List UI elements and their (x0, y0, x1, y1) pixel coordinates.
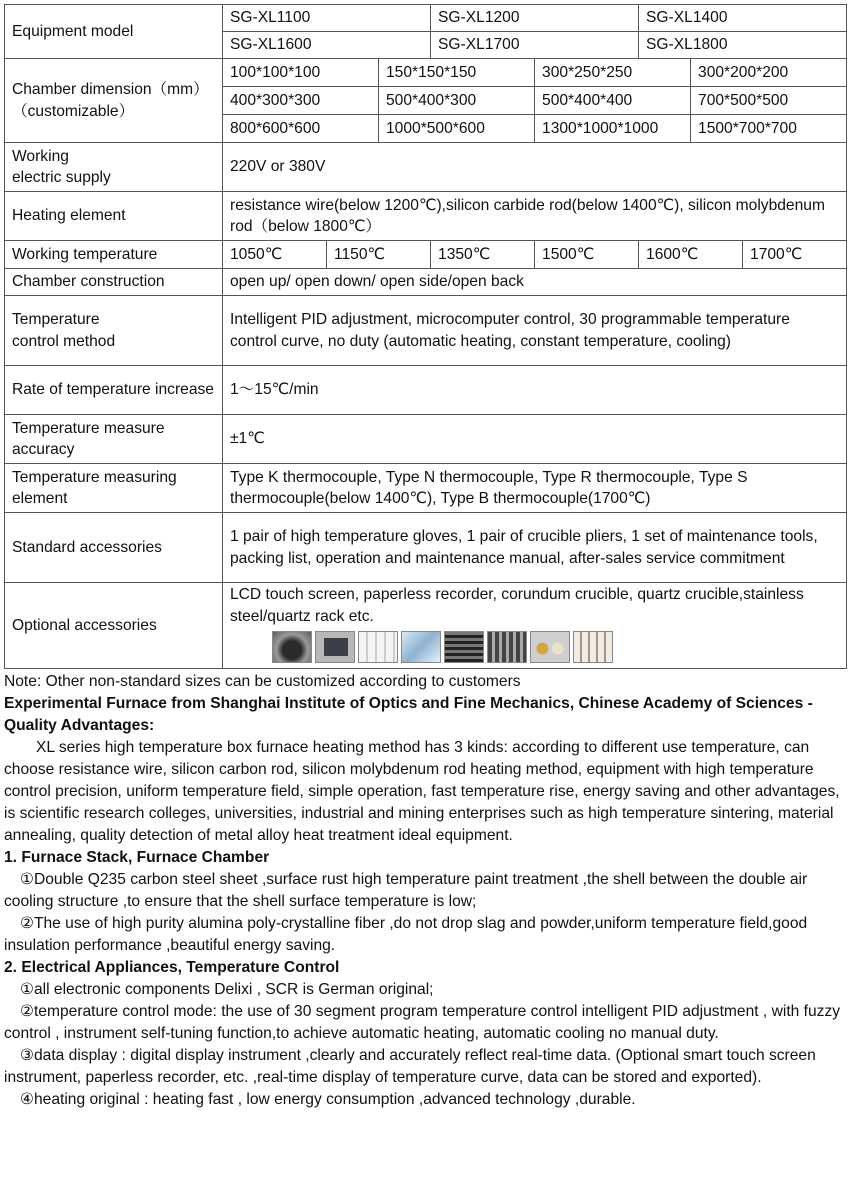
samples-photo (530, 631, 570, 663)
temp-control-method-value: Intelligent PID adjustment, microcomputer control, 30 programmable temperature control curve, no duty (automatic heating, constant temperature, cooling) (223, 296, 847, 366)
optional-accessories-label: Optional accessories (5, 583, 223, 669)
quality-heading: Experimental Furnace from Shanghai Institute of Optics and Fine Mechanics, Chinese Academy of Sciences - Quality Advantages: (4, 695, 813, 734)
temperature-cell: 1700℃ (743, 241, 847, 269)
section1-item: ①Double Q235 carbon steel sheet ,surface rust high temperature paint treatment ,the shell between the double air cooling structure ,to ensure that the shell surface temperature is low; (4, 871, 808, 910)
section1-item: ②The use of high purity alumina poly-crystalline fiber ,do not drop slag and powder,uniform temperature field,good insulation performance ,beautiful energy saving. (4, 915, 808, 954)
dimension-cell: 500*400*400 (535, 87, 691, 115)
quartz-photo (401, 631, 441, 663)
temperature-cell: 1350℃ (431, 241, 535, 269)
dimension-cell: 1000*500*600 (379, 115, 535, 143)
rack-photo (444, 631, 484, 663)
intro-paragraph: XL series high temperature box furnace heating method has 3 kinds: according to different use temperature, can choose resistance wire, silicon carbon rod, silicon molybdenum rod heating method, equipment with high temperature control precision, uniform temperature field, simple operation, fast temperature rise, energy saving and other advantages, is scientific research colleges, universities, industrial and mining enterprises such as high temperature sintering, material annealing, quality detection of metal alloy heat treatment ideal equipment. (4, 739, 840, 844)
dimension-cell: 400*300*300 (223, 87, 379, 115)
dimension-cell: 800*600*600 (223, 115, 379, 143)
optional-accessories-cell (223, 583, 847, 669)
description-section (4, 671, 846, 1111)
model-cell: SG-XL1600 (223, 32, 431, 59)
section2-item: ③data display : digital display instrument ,clearly and accurately reflect real-time data. (Optional smart touch screen instrument, paperless recorder, etc. ,real-time display of temperature curve, data can be stored and exported). (4, 1047, 816, 1086)
section2-item: ④heating original : heating fast , low energy consumption ,advanced technology ,durable. (20, 1091, 636, 1108)
measuring-element-value: Type K thermocouple, Type N thermocouple, Type R thermocouple, Type S thermocouple(below 1400℃), Type B thermocouple(1700℃) (223, 464, 847, 513)
section2-item: ①all electronic components Delixi , SCR is German original; (20, 981, 434, 998)
rate-of-increase-label: Rate of temperature increase (5, 366, 223, 415)
rate-of-increase-value: 1～15℃/min (223, 366, 847, 415)
heating-element-label: Heating element (5, 192, 223, 241)
chamber-construction-label: Chamber construction (5, 269, 223, 296)
spec-table (4, 4, 847, 669)
temperature-cell: 1150℃ (327, 241, 431, 269)
temp-control-method-label: Temperature control method (5, 296, 223, 366)
heating-element-value: resistance wire(below 1200℃),silicon carbide rod(below 1400℃), silicon molybdenum rod（below 1800℃） (223, 192, 847, 241)
electric-supply-value: 220V or 380V (223, 143, 847, 192)
dimension-cell: 300*250*250 (535, 59, 691, 87)
working-temperature-label: Working temperature (5, 241, 223, 269)
heater-photo (487, 631, 527, 663)
accessory-thumbnails (272, 631, 839, 663)
temperature-cell: 1050℃ (223, 241, 327, 269)
model-cell: SG-XL1400 (639, 5, 847, 32)
temperature-cell: 1600℃ (639, 241, 743, 269)
measuring-element-label: Temperature measuring element (5, 464, 223, 513)
dimension-cell: 100*100*100 (223, 59, 379, 87)
dimension-cell: 150*150*150 (379, 59, 535, 87)
tubes-photo (573, 631, 613, 663)
equipment-model-label: Equipment model (5, 5, 223, 59)
section2-title: 2. Electrical Appliances, Temperature Control (4, 959, 340, 976)
chamber-construction-value: open up/ open down/ open side/open back (223, 269, 847, 296)
dimension-cell: 700*500*500 (691, 87, 847, 115)
measure-accuracy-label: Temperature measure accuracy (5, 415, 223, 464)
model-cell: SG-XL1100 (223, 5, 431, 32)
crucible-photo (272, 631, 312, 663)
section1-title: 1. Furnace Stack, Furnace Chamber (4, 849, 270, 866)
model-cell: SG-XL1700 (431, 32, 639, 59)
dimension-cell: 1500*700*700 (691, 115, 847, 143)
dimension-cell: 300*200*200 (691, 59, 847, 87)
measure-accuracy-value: ±1℃ (223, 415, 847, 464)
model-cell: SG-XL1200 (431, 5, 639, 32)
temperature-cell: 1500℃ (535, 241, 639, 269)
optional-accessories-value: LCD touch screen, paperless recorder, corundum crucible, quartz crucible,stainless steel/quartz rack etc. (230, 586, 804, 625)
note-text: Note: Other non-standard sizes can be customized according to customers (4, 673, 521, 690)
spec-page (4, 4, 846, 1111)
electric-supply-label: Working electric supply (5, 143, 223, 192)
standard-accessories-value: 1 pair of high temperature gloves, 1 pair of crucible pliers, 1 set of maintenance tools, packing list, operation and maintenance manual, after-sales service commitment (223, 513, 847, 583)
chamber-dimension-label: Chamber dimension（mm） （customizable） (5, 59, 223, 143)
recorder-photo (315, 631, 355, 663)
section2-item: ②temperature control mode: the use of 30 segment program temperature control intelligent PID adjustment , with fuzzy control , instrument self-tuning function,to achieve automatic heating, automatic cooling no manual duty. (4, 1003, 841, 1042)
crucibles-photo (358, 631, 398, 663)
standard-accessories-label: Standard accessories (5, 513, 223, 583)
model-cell: SG-XL1800 (639, 32, 847, 59)
dimension-cell: 1300*1000*1000 (535, 115, 691, 143)
dimension-cell: 500*400*300 (379, 87, 535, 115)
